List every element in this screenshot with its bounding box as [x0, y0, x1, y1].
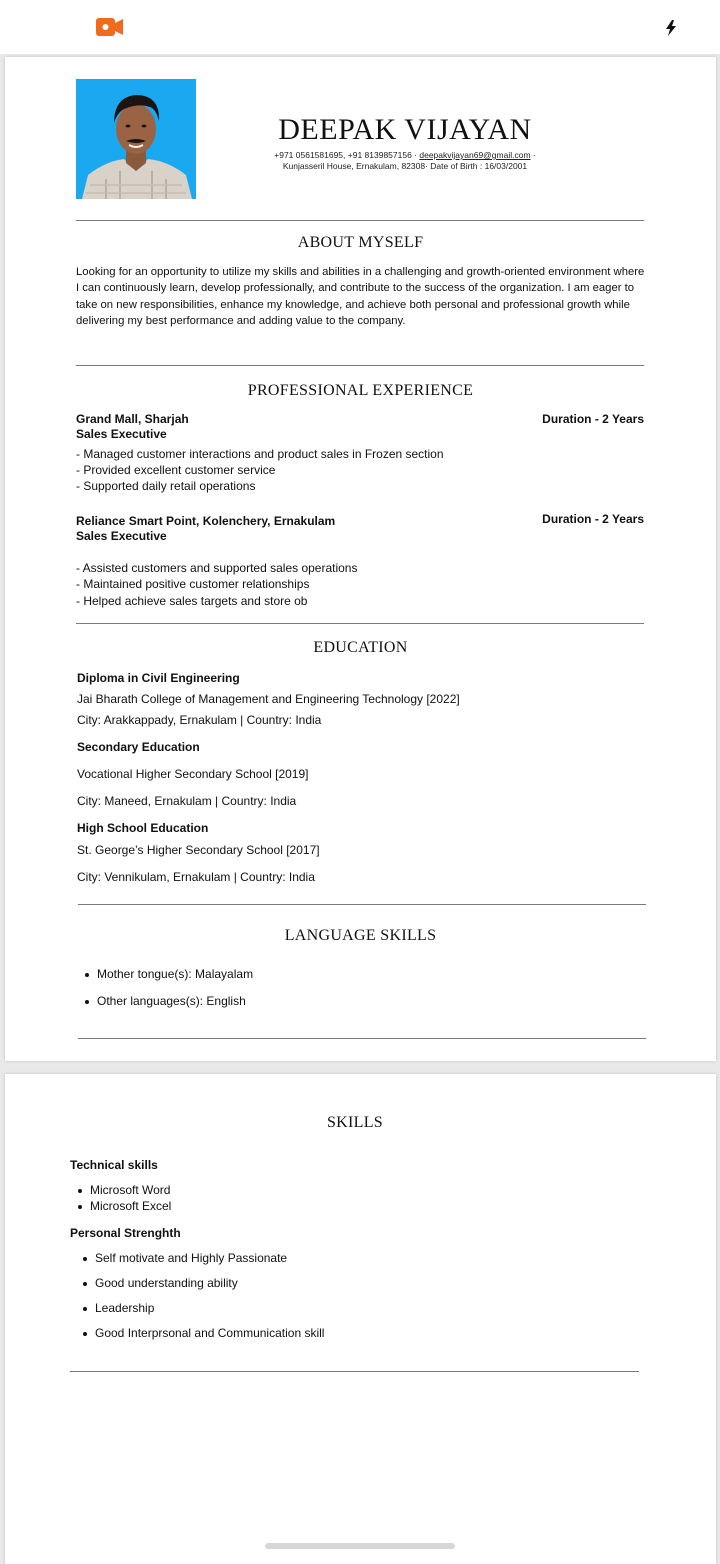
job-point: - Provided excellent customer service — [76, 463, 276, 477]
resume-page-1 — [5, 57, 716, 1061]
divider — [78, 904, 646, 905]
education-school: St. George’s Higher Secondary School [2017] — [77, 843, 320, 857]
strength-item: Self motivate and Highly Passionate — [75, 1251, 324, 1265]
technical-skills-heading: Technical skills — [70, 1158, 158, 1172]
education-school: Vocational Higher Secondary School [2019] — [77, 767, 309, 781]
job-duration: Duration - 2 Years — [542, 512, 644, 526]
skill-item: Microsoft Excel — [70, 1199, 171, 1213]
strength-item: Leadership — [75, 1301, 324, 1315]
email-link[interactable]: deepakvijayan69@gmail.com — [419, 150, 531, 160]
divider — [76, 220, 644, 221]
video-record-icon[interactable] — [96, 18, 124, 36]
skills-title: SKILLS — [326, 1114, 384, 1131]
language-list — [77, 967, 253, 1008]
phone-numbers: +971 0561581695, +91 8139857156 · — [274, 150, 420, 160]
job-role: Sales Executive — [76, 427, 167, 441]
strength-item: Good understanding ability — [75, 1276, 324, 1290]
skill-item: Microsoft Word — [70, 1183, 171, 1197]
resume-page-2 — [5, 1074, 716, 1564]
languages-title: LANGUAGE SKILLS — [284, 927, 437, 944]
experience-title: PROFESSIONAL EXPERIENCE — [247, 382, 474, 399]
education-location: City: Maneed, Ernakulam | Country: India — [77, 794, 297, 808]
education-degree: Secondary Education — [77, 740, 200, 754]
job-company: Grand Mall, Sharjah — [76, 412, 189, 426]
job-point: - Assisted customers and supported sales operations — [76, 561, 358, 575]
personal-strength-list — [75, 1251, 324, 1340]
divider — [76, 623, 644, 624]
education-location: City: Vennikulam, Ernakulam | Country: India — [77, 870, 315, 884]
job-point: - Supported daily retail operations — [76, 479, 256, 493]
strength-item: Good Interprsonal and Communication skill — [75, 1326, 324, 1340]
language-item: Mother tongue(s): Malayalam — [77, 967, 253, 981]
job-point: - Helped achieve sales targets and store ob — [76, 594, 308, 608]
flash-icon[interactable] — [664, 20, 678, 36]
about-title: ABOUT MYSELF — [297, 234, 424, 251]
home-indicator[interactable] — [265, 1543, 455, 1549]
address-dob: Kunjasseril House, Ernakulam, 82308· Date of Birth : 16/03/2001 — [282, 161, 528, 171]
job-company: Reliance Smart Point, Kolenchery, Ernakulam — [76, 514, 336, 528]
divider — [76, 365, 644, 366]
education-degree: High School Education — [77, 821, 209, 835]
job-point: - Managed customer interactions and product sales in Frozen section — [76, 447, 444, 461]
person-portrait-icon — [76, 79, 196, 199]
candidate-name: DEEPAK VIJAYAN — [278, 113, 532, 146]
divider — [78, 1038, 646, 1039]
personal-strength-heading: Personal Strenghth — [70, 1226, 181, 1240]
top-bar — [0, 0, 720, 54]
education-title: EDUCATION — [313, 639, 408, 656]
about-text: Looking for an opportunity to utilize my skills and abilities in a challenging and growth-oriented environment where I can continuously learn, develop professionally, and contribute to the success of the organization. I am eager to take on new responsibilities, enhance my knowledge, and achieve both personal and professional growth while delivering my best performance and adding value to the company. — [76, 266, 645, 327]
education-degree: Diploma in Civil Engineering — [77, 671, 240, 685]
job-role: Sales Executive — [76, 529, 167, 543]
profile-photo — [76, 79, 196, 199]
email-suffix: · — [530, 150, 536, 160]
language-item: Other languages(s): English — [77, 994, 253, 1008]
education-school: Jai Bharath College of Management and Engineering Technology [2022] — [77, 692, 460, 706]
job-duration: Duration - 2 Years — [542, 412, 644, 426]
technical-skills-list — [70, 1183, 171, 1213]
job-point: - Maintained positive customer relationships — [76, 577, 310, 591]
education-location: City: Arakkappady, Ernakulam | Country: India — [77, 713, 322, 727]
contact-info — [235, 150, 575, 172]
divider — [70, 1371, 639, 1372]
